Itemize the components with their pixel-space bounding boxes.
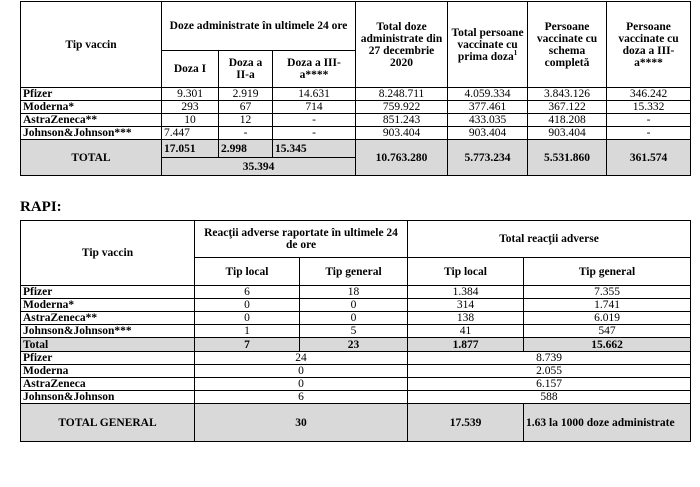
total-row: Total 7 23 1.877 15.662	[21, 338, 691, 352]
table-row: Johnson&Johnson*** 1 5 41 547	[21, 325, 691, 338]
rapi-heading: RAPI:	[20, 199, 62, 215]
total-general-row: TOTAL GENERAL 30 17.539 1.63 la 1000 doze administrate	[21, 404, 691, 442]
total-general-label: TOTAL GENERAL	[21, 404, 195, 442]
table-row: Moderna 0 2.055	[21, 365, 691, 378]
header-reactii-24h: Reacţii adverse raportate în ultimele 24 de ore	[195, 221, 408, 258]
total-row: TOTAL 17.051 2.998 15.345 10.763.280 5.773.234 5.531.860 361.574	[21, 140, 691, 158]
table-row: Moderna* 0 0 314 1.741	[21, 299, 691, 312]
table-row: AstraZeneca** 10 12 - 851.243 433.035 418.208 -	[21, 114, 691, 127]
table-row: Johnson&Johnson*** 7.447 - - 903.404 903.404 903.404 -	[21, 127, 691, 140]
header-tip-vaccin: Tip vaccin	[21, 2, 162, 88]
table-row: Pfizer 9.301 2.919 14.631 8.248.711 4.059.334 3.843.126 346.242	[21, 88, 691, 101]
rate-per-1000: 1.63 la 1000 doze administrate	[524, 404, 691, 442]
header-tip-vaccin-2: Tip vaccin	[21, 221, 195, 286]
header-total-doze: Total doze administrate din 27 decembrie 2020	[356, 2, 448, 88]
header-tip-local-total: Tip local	[408, 258, 524, 286]
header-prima-doza: Total persoane vaccinate cu prima doza$^1$	[448, 2, 528, 88]
header-schema-completa: Persoane vaccinate cu schema completă	[528, 2, 607, 88]
header-doza-1: Doza I	[162, 51, 219, 88]
total-24h-sum: 35.394	[162, 158, 356, 176]
table-row: Johnson&Johnson 6 588	[21, 391, 691, 404]
table-row: Moderna* 293 67 714 759.922 377.461 367.122 15.332	[21, 101, 691, 114]
header-tip-general: Tip general	[300, 258, 408, 286]
header-tip-general-total: Tip general	[524, 258, 691, 286]
header-tip-local: Tip local	[195, 258, 300, 286]
header-doza-3: Doza a III-a****	[273, 51, 356, 88]
table-row: AstraZeneca 0 6.157	[21, 378, 691, 391]
table-row: Pfizer 24 8.739	[21, 352, 691, 365]
adverse-reactions-table	[20, 220, 691, 442]
table-row: Pfizer 6 18 1.384 7.355	[21, 286, 691, 299]
doses-table	[20, 1, 691, 176]
header-doze-24h: Doze administrate în ultimele 24 ore	[162, 2, 356, 51]
total-label: TOTAL	[21, 140, 162, 176]
header-doza-3-persons: Persoane vaccinate cu doza a III-a****	[607, 2, 691, 88]
header-doza-2: Doza a II-a	[219, 51, 273, 88]
table-row: AstraZeneca** 0 0 138 6.019	[21, 312, 691, 325]
header-total-reactii: Total reacţii adverse	[408, 221, 691, 258]
